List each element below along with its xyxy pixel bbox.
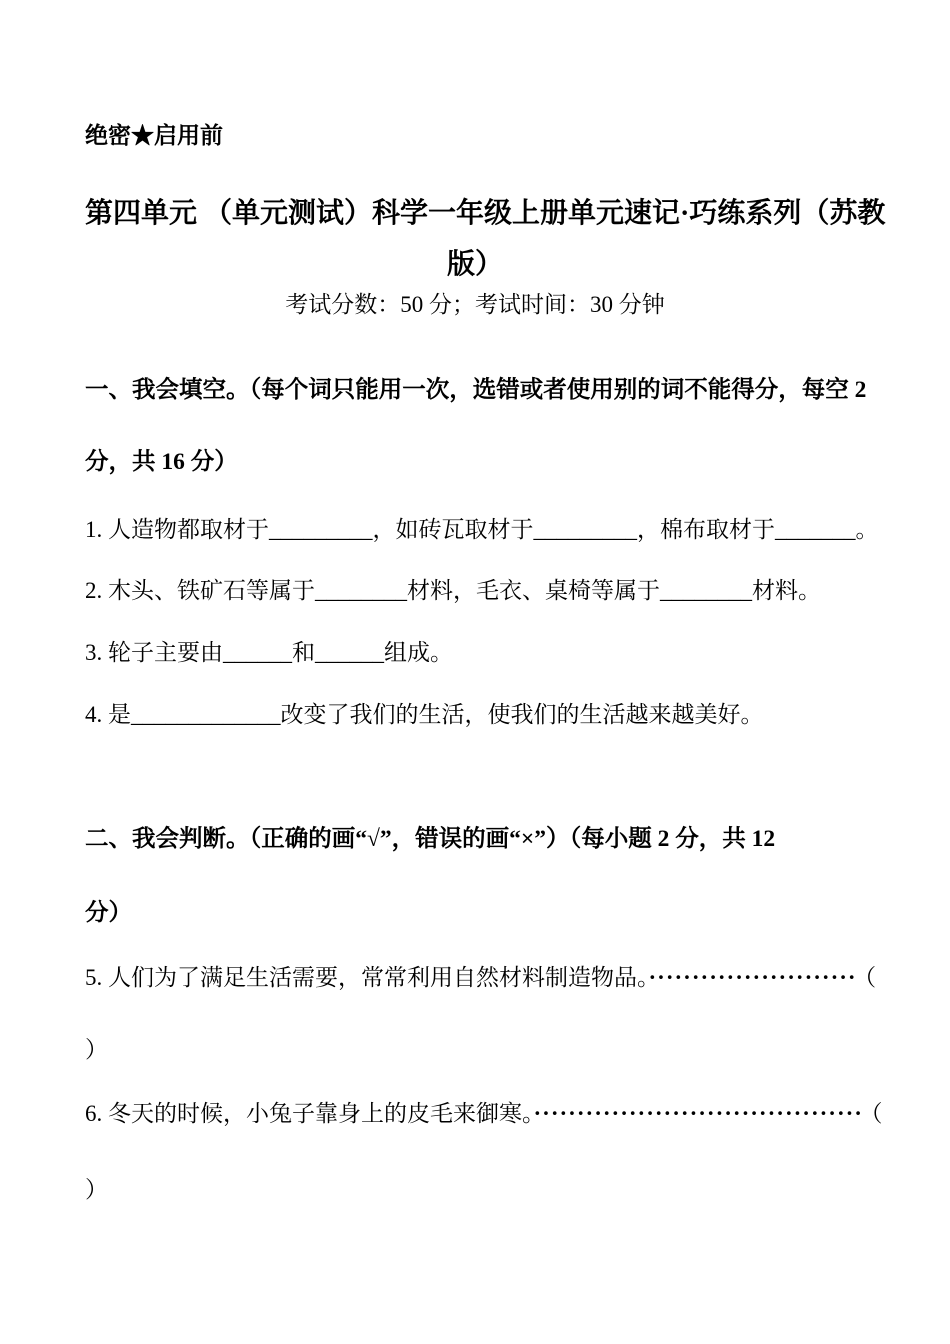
section2-heading-line1: 二、我会判断。（正确的画“√”，错误的画“×”）（每小题 2 分，共 12 — [85, 826, 776, 852]
question-6-close-paren: ） — [85, 1177, 108, 1202]
paper-title-line2: 版） — [446, 249, 503, 280]
section1-heading-line1: 一、我会填空。（每个词只能用一次，选错或者使用别的词不能得分，每空 2 — [85, 377, 867, 403]
question-5-open-paren: （ — [864, 965, 877, 990]
question-5-dot-leader: ························ — [648, 965, 857, 990]
classification-label: 绝密★启用前 — [85, 123, 223, 148]
question-5-text: 5. 人们为了满足生活需要，常常利用自然材料制造物品。 — [85, 965, 649, 990]
question-1: 1. 人造物都取材于_________，如砖瓦取材于_________，棉布取材于_______。 — [85, 517, 879, 542]
question-6-text: 6. 冬天的时候，小兔子靠身上的皮毛来御寒。 — [85, 1101, 534, 1126]
question-4: 4. 是_____________改变了我们的生活，使我们的生活越来越美好。 — [85, 702, 764, 727]
question-6-open-paren: （ — [870, 1101, 883, 1126]
question-2: 2. 木头、铁矿石等属于________材料，毛衣、桌椅等属于________材料。 — [85, 578, 821, 603]
paper-title-line1: 第四单元 （单元测试）科学一年级上册单元速记·巧练系列（苏教 — [85, 198, 886, 229]
question-6-line — [85, 1100, 883, 1129]
question-5-close-paren: ） — [85, 1037, 108, 1062]
section2-heading-line2: 分） — [85, 900, 132, 926]
section1-heading-line2: 分，共 16 分） — [85, 449, 238, 475]
question-6-dot-leader: ······································ — [533, 1101, 863, 1126]
question-5-line — [85, 964, 877, 993]
question-3: 3. 轮子主要由______和______组成。 — [85, 640, 453, 665]
exam-info: 考试分数：50 分；考试时间：30 分钟 — [285, 292, 665, 317]
